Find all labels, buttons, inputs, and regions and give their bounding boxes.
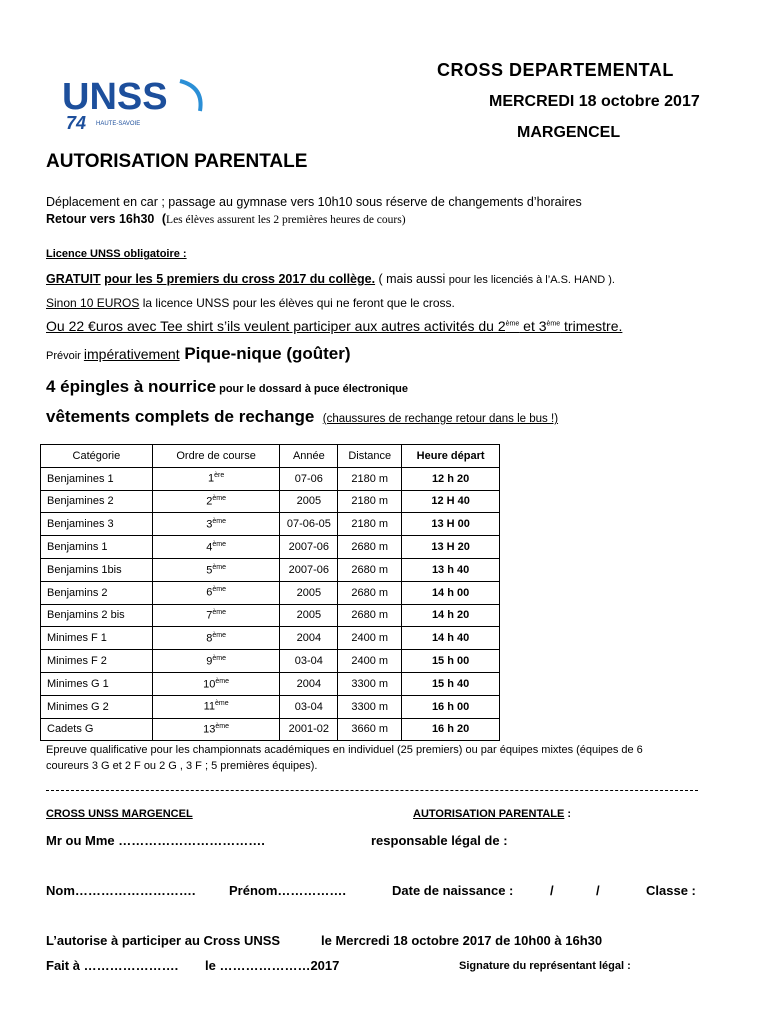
ordre-suffix: ère (214, 472, 225, 480)
ordre-suffix: ème (212, 495, 226, 503)
cell-ordre (152, 718, 280, 741)
cell-distance: 2680 m (338, 581, 402, 604)
ordre-number: 10 (203, 678, 216, 691)
cell-annee: 03-04 (280, 650, 338, 673)
logo-swoosh (180, 81, 201, 111)
table-row (41, 467, 500, 490)
info-vetements (46, 407, 558, 427)
ordre-number: 3 (206, 518, 213, 531)
ordre-suffix: ème (212, 609, 226, 617)
ordre-suffix: ème (212, 517, 226, 525)
epreuve-line2: coureurs 3 G et 2 F ou 2 G , 3 F ; 5 premières équipes). (46, 760, 318, 772)
form-mr-mme[interactable]: Mr ou Mme ……………………………. (46, 833, 265, 848)
table-header-row (41, 445, 500, 468)
info-tee-shirt (46, 318, 622, 334)
cell-heure: 12 H 40 (402, 490, 500, 513)
logo-number: 74 (66, 113, 87, 133)
form-auth-colon: : (564, 808, 572, 820)
info-prevoir (46, 344, 351, 364)
table-row (41, 627, 500, 650)
ordre-number: 2 (206, 495, 213, 508)
form-naissance[interactable]: Date de naissance : (392, 883, 514, 898)
cell-heure: 13 h 40 (402, 558, 500, 581)
table-row (41, 513, 500, 536)
event-title: CROSS DEPARTEMENTAL (437, 60, 674, 80)
cell-annee: 2005 (280, 490, 338, 513)
cell-annee: 2004 (280, 627, 338, 650)
cell-categorie: Benjamins 2 bis (41, 604, 153, 627)
info-epingles (46, 377, 408, 397)
cell-distance: 2180 m (338, 490, 402, 513)
cell-ordre (152, 627, 280, 650)
cell-distance: 2680 m (338, 536, 402, 559)
cell-distance: 2680 m (338, 558, 402, 581)
info-sinon (46, 296, 455, 310)
page-title: AUTORISATION PARENTALE (46, 151, 308, 172)
cell-distance: 2400 m (338, 650, 402, 673)
ou-text-b: et 3 (519, 318, 547, 334)
ordre-suffix: ème (215, 723, 230, 731)
cell-distance: 3660 m (338, 718, 402, 741)
form-cross-label: CROSS UNSS MARGENCEL (46, 808, 193, 820)
cell-categorie: Minimes G 2 (41, 695, 153, 718)
cell-categorie: Benjamines 2 (41, 490, 153, 513)
form-slash-2: / (596, 883, 600, 898)
cell-heure: 15 h 40 (402, 672, 500, 695)
ordre-number: 6 (206, 587, 213, 599)
cell-heure: 14 h 40 (402, 627, 500, 650)
schedule-table (40, 444, 500, 741)
ordre-number: 1 (207, 473, 215, 486)
col-header-categorie: Catégorie (41, 445, 153, 468)
ordre-number: 4 (206, 541, 213, 554)
cell-annee: 2005 (280, 604, 338, 627)
cell-distance: 2680 m (338, 604, 402, 627)
logo-region: HAUTE-SAVOIE (96, 121, 141, 127)
cell-distance: 2180 m (338, 467, 402, 490)
cell-heure: 13 H 00 (402, 513, 500, 536)
cell-categorie: Benjamins 1 (41, 536, 153, 559)
form-autorise: L’autorise à participer au Cross UNSS (46, 933, 281, 948)
form-le-date[interactable]: le …………………2017 (205, 958, 340, 973)
cell-ordre (152, 558, 280, 581)
cell-ordre (152, 650, 280, 673)
gratuit-rest2: pour les licenciés à l’A.S. HAND ). (448, 274, 615, 286)
cut-line-divider (46, 790, 698, 791)
cell-distance: 2400 m (338, 627, 402, 650)
cell-distance: 3300 m (338, 672, 402, 695)
licence-heading: Licence UNSS obligatoire : (46, 248, 187, 260)
ordre-suffix: ème (215, 700, 229, 708)
cell-annee: 07-06 (280, 467, 338, 490)
cell-annee: 07-06-05 (280, 513, 338, 536)
cell-ordre (152, 536, 280, 559)
table-row (41, 672, 500, 695)
ordre-number: 11 (203, 700, 215, 713)
event-place: MARGENCEL (517, 124, 621, 141)
cell-annee: 2004 (280, 672, 338, 695)
cell-categorie: Benjamines 3 (41, 513, 153, 536)
unss-74-logo (62, 73, 222, 133)
cell-categorie: Minimes F 1 (41, 627, 153, 650)
cell-categorie: Benjamins 1bis (41, 558, 153, 581)
logo-text: UNSS (62, 76, 168, 118)
ordre-suffix: ème (212, 540, 226, 548)
retour-label: Retour vers 16h30 (46, 212, 155, 226)
info-deplacement: Déplacement en car ; passage au gymnase vers 10h10 sous réserve de changements d’horaires (46, 195, 582, 209)
cell-ordre (152, 581, 280, 604)
ordre-suffix: ème (212, 654, 226, 662)
ordre-suffix: ème (212, 563, 226, 571)
cell-annee: 2001-02 (280, 718, 338, 741)
epreuve-line1: Epreuve qualificative pour les championnats académiques en individuel (25 premiers) ou par équipes mixtes (équipes de 6 (46, 744, 643, 756)
ou-sup1: ème (505, 320, 520, 328)
gratuit-label: GRATUIT (46, 272, 101, 286)
cell-distance: 2180 m (338, 513, 402, 536)
event-date: MERCREDI 18 octobre 2017 (489, 93, 700, 110)
cell-categorie: Minimes G 1 (41, 672, 153, 695)
info-retour (46, 212, 406, 226)
table-row (41, 536, 500, 559)
table-row (41, 490, 500, 513)
cell-heure: 12 h 20 (402, 467, 500, 490)
cell-categorie: Cadets G (41, 718, 153, 741)
cell-heure: 16 h 20 (402, 718, 500, 741)
cell-ordre (152, 672, 280, 695)
cell-heure: 13 H 20 (402, 536, 500, 559)
cell-heure: 14 h 00 (402, 581, 500, 604)
imperativement-label: impérativement (83, 346, 180, 362)
info-gratuit (46, 272, 615, 286)
cell-categorie: Benjamins 2 (41, 581, 153, 604)
cell-heure: 15 h 00 (402, 650, 500, 673)
table-row (41, 604, 500, 627)
cell-annee: 2005 (280, 581, 338, 604)
form-classe[interactable]: Classe : (646, 883, 696, 898)
ordre-number: 9 (206, 655, 213, 668)
epingles-rest: pour le dossard à puce électronique (216, 383, 408, 395)
cell-ordre (152, 467, 280, 490)
cell-ordre (152, 490, 280, 513)
form-responsable[interactable]: responsable légal de : (371, 833, 508, 848)
form-nom[interactable]: Nom………………………. (46, 883, 196, 898)
ordre-number: 8 (206, 632, 213, 645)
cell-categorie: Minimes F 2 (41, 650, 153, 673)
form-signature[interactable]: Signature du représentant légal : (459, 960, 631, 972)
ordre-number: 13 (203, 723, 216, 736)
table-row (41, 718, 500, 741)
gratuit-detail: pour les 5 premiers du cross 2017 du collège. (104, 272, 376, 286)
form-auth-text: AUTORISATION PARENTALE (413, 808, 565, 820)
cell-ordre (152, 513, 280, 536)
col-header-ordre: Ordre de course (152, 445, 280, 468)
col-header-annee: Année (280, 445, 338, 468)
cell-heure: 16 h 00 (402, 695, 500, 718)
cell-annee: 2007-06 (280, 536, 338, 559)
cell-distance: 3300 m (338, 695, 402, 718)
ou-text-c: trimestre. (560, 318, 623, 334)
cell-annee: 2007-06 (280, 558, 338, 581)
sinon-rest: la licence UNSS pour les élèves qui ne feront que le cross. (139, 296, 455, 310)
epingles-label: 4 épingles à nourrice (46, 377, 217, 396)
form-slash-1: / (550, 883, 554, 898)
gratuit-rest1: ( mais aussi (375, 272, 449, 286)
ordre-number: 7 (206, 609, 213, 622)
retour-paren: ( (161, 212, 167, 226)
col-header-heure: Heure départ (402, 445, 500, 468)
prevoir-label: Prévoir (46, 350, 84, 362)
form-auth-label (413, 808, 571, 820)
table-row (41, 558, 500, 581)
pique-nique-label: Pique-nique (goûter) (179, 344, 351, 363)
cell-annee: 03-04 (280, 695, 338, 718)
table-row (41, 581, 500, 604)
logo-graphic (62, 73, 222, 133)
form-fait-a[interactable]: Fait à …………………. (46, 958, 179, 973)
form-prenom[interactable]: Prénom……………. (229, 883, 347, 898)
ordre-suffix: ème (212, 631, 226, 639)
cell-ordre (152, 604, 280, 627)
table-row (41, 650, 500, 673)
ordre-suffix: ème (215, 677, 230, 685)
cell-ordre (152, 695, 280, 718)
retour-note: Les élèves assurent les 2 premières heures de cours) (166, 214, 406, 226)
ordre-suffix: ème (212, 586, 226, 594)
vetements-rest: (chaussures de rechange retour dans le bus !) (322, 413, 559, 425)
form-date-event: le Mercredi 18 octobre 2017 de 10h00 à 16h30 (321, 933, 603, 948)
cell-categorie: Benjamines 1 (41, 467, 153, 490)
ou-text-a: Ou 22 €uros avec Tee shirt s’ils veulent participer aux autres activités du 2 (46, 318, 506, 334)
table-row (41, 695, 500, 718)
col-header-distance: Distance (338, 445, 402, 468)
sinon-label: Sinon 10 EUROS (46, 296, 140, 310)
ordre-number: 5 (206, 564, 213, 577)
vetements-label: vêtements complets de rechange (46, 407, 315, 426)
ou-sup2: ème (546, 320, 561, 328)
cell-heure: 14 h 20 (402, 604, 500, 627)
